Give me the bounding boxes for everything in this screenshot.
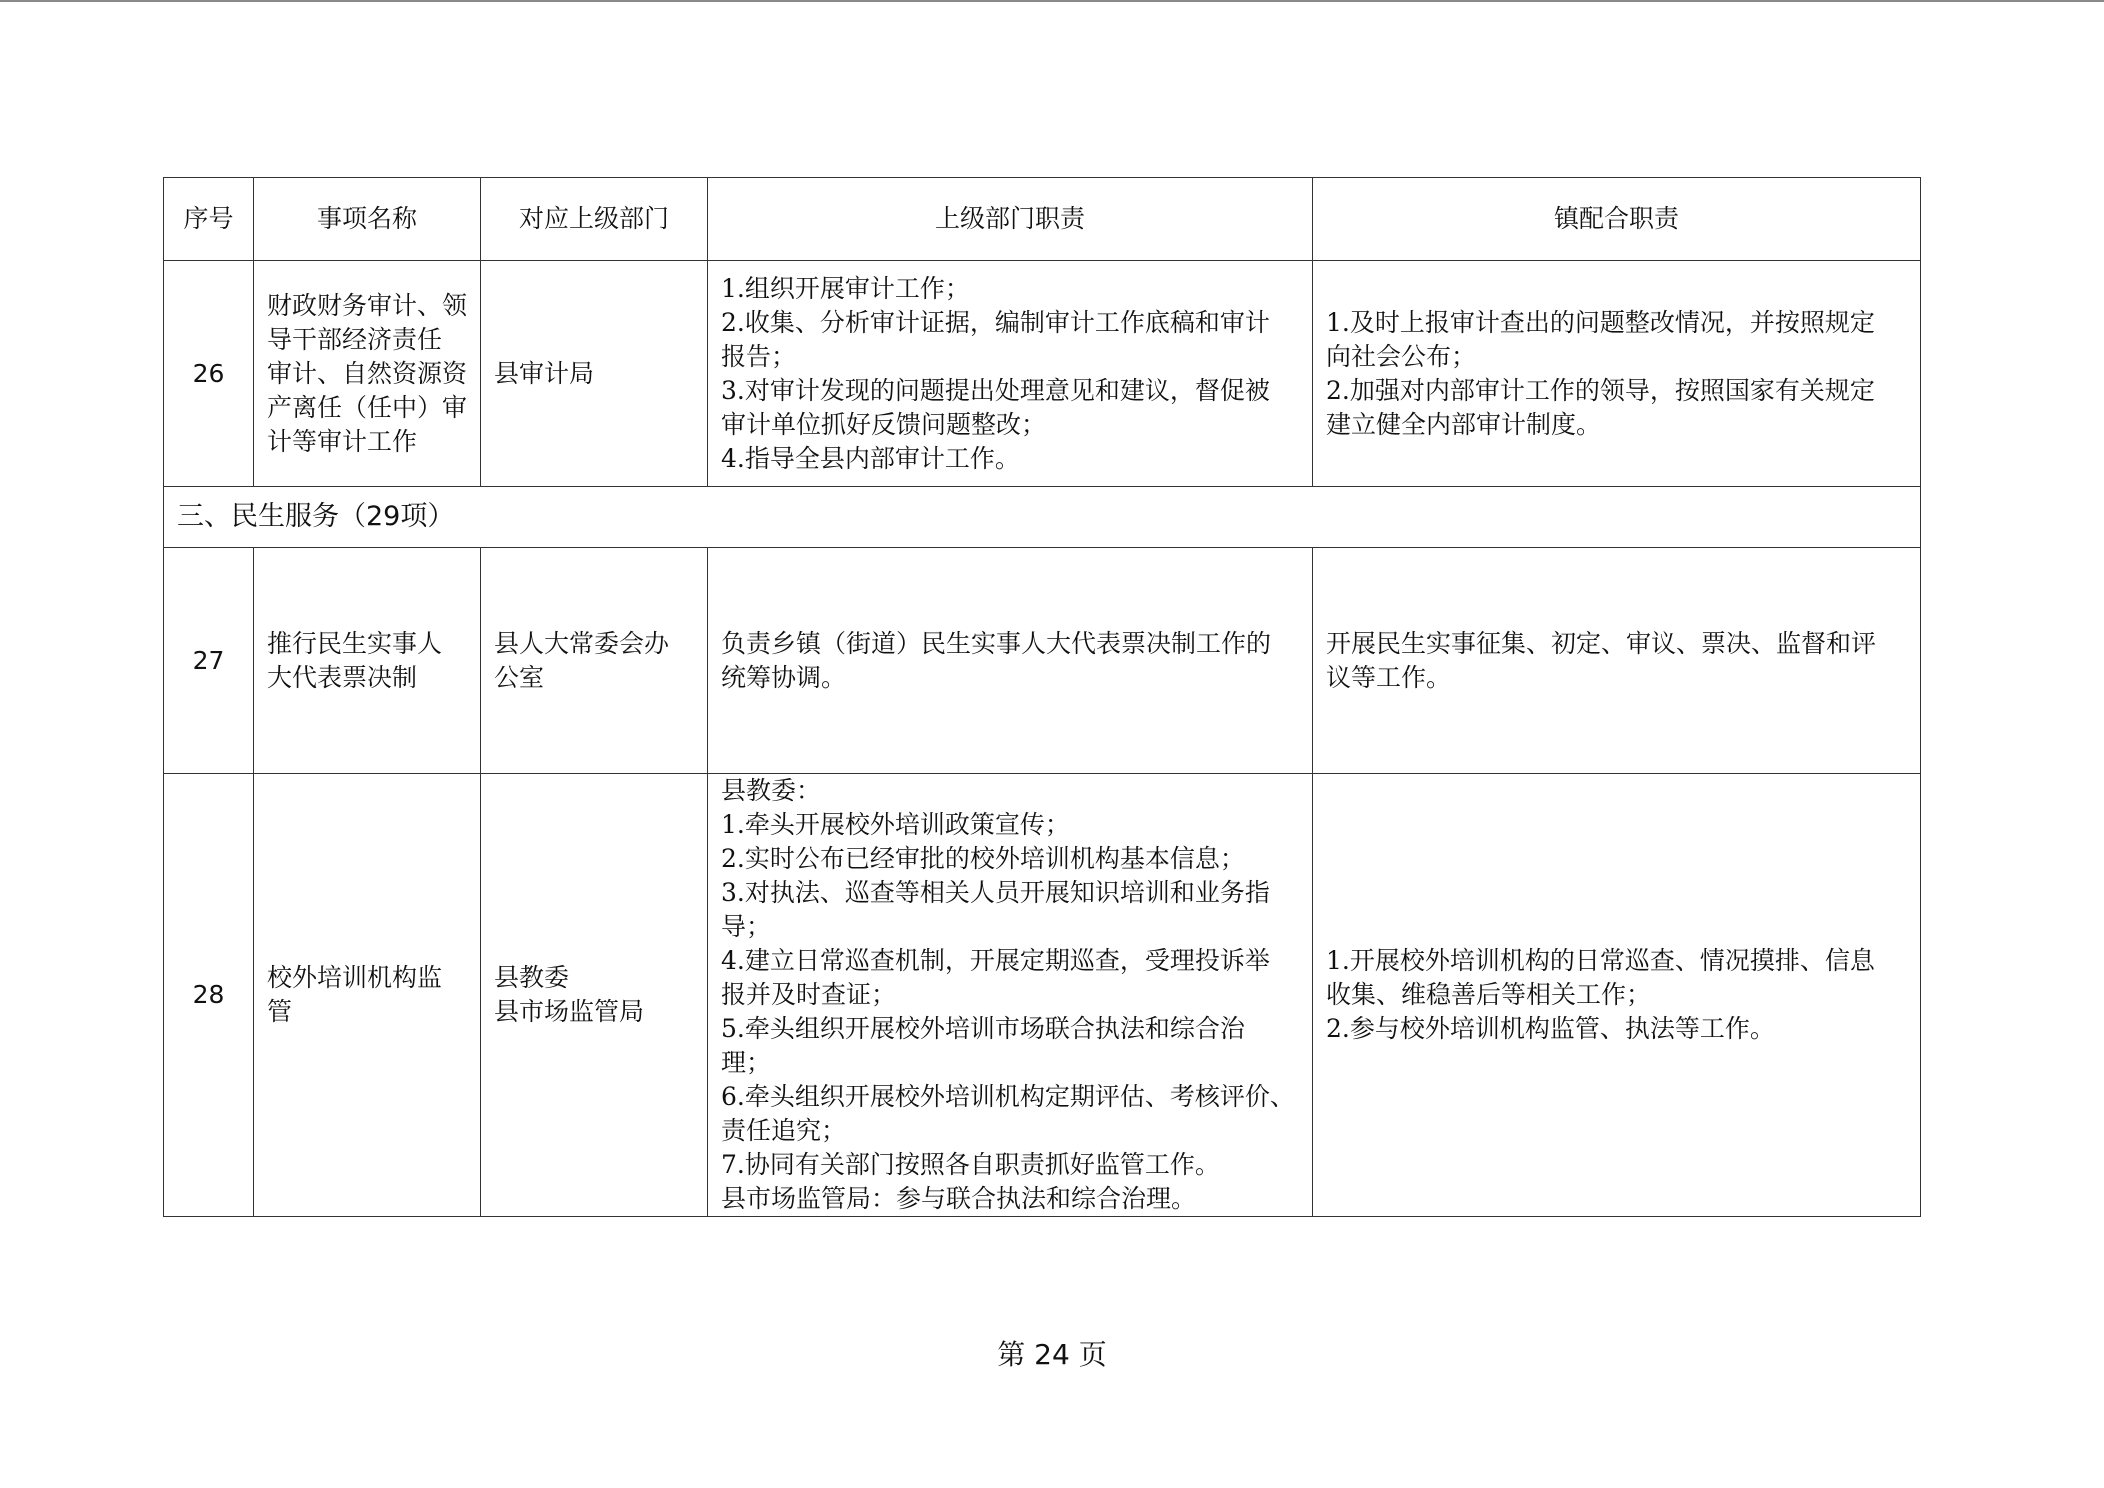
page-footer (0, 1333, 2104, 1373)
text-line: 县市场监管局 (494, 997, 645, 1026)
superior-dept-cell (481, 261, 708, 487)
text-line: 1.牵头开展校外培训政策宣传； (721, 810, 1070, 839)
text-line: 县审计局 (494, 358, 595, 388)
text-line: 县教委： (721, 776, 822, 805)
text-line: 2.加强对内部审计工作的领导，按照国家有关规定 (1326, 375, 1875, 405)
item-name-cell (254, 548, 481, 774)
text-line: 建立健全内部审计制度。 (1326, 409, 1602, 439)
text-line: 县人大常委会办 (494, 628, 670, 658)
town-duty-cell (1313, 774, 1921, 1217)
footer-suffix: 页 (1069, 1338, 1107, 1371)
superior-duty-cell (708, 774, 1313, 1217)
text-line: 县教委 (494, 963, 570, 992)
text-line: 推行民生实事人 (267, 628, 443, 658)
superior-dept-cell (481, 548, 708, 774)
text-line: 责任追究； (721, 1116, 847, 1145)
text-line: 5.牵头组织开展校外培训市场联合执法和综合治 (721, 1014, 1245, 1043)
text-line: 报并及时查证； (721, 980, 897, 1009)
text-line: 审计单位抓好反馈问题整改； (721, 409, 1047, 439)
text-line: 4.建立日常巡查机制，开展定期巡查，受理投诉举 (721, 946, 1270, 975)
table-row (164, 261, 1921, 487)
header-cell-number: 序号 (164, 178, 254, 261)
table-row (164, 774, 1921, 1217)
text-line: 向社会公布； (1326, 341, 1477, 371)
header-row (164, 178, 1921, 261)
text-line: 负责乡镇（街道）民生实事人大代表票决制工作的 (721, 628, 1272, 658)
section-title (164, 487, 1921, 548)
text-line: 开展民生实事征集、初定、审议、票决、监督和评 (1326, 628, 1877, 658)
text-line: 1.开展校外培训机构的日常巡查、情况摸排、信息 (1326, 946, 1875, 975)
town-duty-cell (1313, 261, 1921, 487)
duty-table (163, 177, 1921, 1217)
text-line: 7.协同有关部门按照各自职责抓好监管工作。 (721, 1150, 1220, 1179)
text-line: 县市场监管局：参与联合执法和综合治理。 (721, 1184, 1197, 1213)
text-line: 议等工作。 (1326, 662, 1452, 692)
text-line: 收集、维稳善后等相关工作； (1326, 980, 1652, 1009)
text-line: 报告； (721, 341, 797, 371)
page-number: 24 (1034, 1338, 1070, 1371)
section-row (164, 487, 1921, 548)
text-line: 1.组织开展审计工作； (721, 273, 970, 303)
item-name-cell (254, 261, 481, 487)
town-duty-cell (1313, 548, 1921, 774)
row-number: 26 (164, 261, 254, 487)
top-rule (0, 0, 2104, 2)
row-number: 28 (164, 774, 254, 1217)
item-name-cell (254, 774, 481, 1217)
text-line: 产离任（任中）审 (267, 392, 468, 422)
superior-duty-cell (708, 548, 1313, 774)
text-line: 1.及时上报审计查出的问题整改情况，并按照规定 (1326, 307, 1875, 337)
section-suffix: 项） (400, 501, 455, 532)
text-line: 3.对执法、巡查等相关人员开展知识培训和业务指 (721, 878, 1270, 907)
superior-dept-cell (481, 774, 708, 1217)
header-cell-item-name: 事项名称 (254, 178, 481, 261)
text-line: 理； (721, 1048, 772, 1077)
text-line: 导干部经济责任 (267, 324, 443, 354)
text-line: 6.牵头组织开展校外培训机构定期评估、考核评价、 (721, 1082, 1295, 1111)
header-cell-superior-duty: 上级部门职责 (708, 178, 1313, 261)
text-line: 4.指导全县内部审计工作。 (721, 443, 1020, 473)
section-count: 29 (366, 501, 401, 532)
text-line: 2.实时公布已经审批的校外培训机构基本信息； (721, 844, 1245, 873)
text-line: 审计、自然资源资 (267, 358, 468, 388)
row-number: 27 (164, 548, 254, 774)
text-line: 管 (267, 997, 293, 1026)
table-row (164, 548, 1921, 774)
footer-prefix: 第 (997, 1338, 1035, 1371)
section-prefix: 三、民生服务（ (177, 501, 366, 532)
text-line: 3.对审计发现的问题提出处理意见和建议，督促被 (721, 375, 1270, 405)
header-cell-town-duty: 镇配合职责 (1313, 178, 1921, 261)
text-line: 计等审计工作 (267, 426, 418, 456)
text-line: 2.参与校外培训机构监管、执法等工作。 (1326, 1014, 1775, 1043)
text-line: 公室 (494, 662, 545, 692)
text-line: 统筹协调。 (721, 662, 847, 692)
text-line: 导； (721, 912, 772, 941)
superior-duty-cell (708, 261, 1313, 487)
text-line: 校外培训机构监 (267, 963, 443, 992)
text-line: 大代表票决制 (267, 662, 418, 692)
text-line: 财政财务审计、领 (267, 290, 468, 320)
header-cell-superior-dept: 对应上级部门 (481, 178, 708, 261)
text-line: 2.收集、分析审计证据，编制审计工作底稿和审计 (721, 307, 1270, 337)
